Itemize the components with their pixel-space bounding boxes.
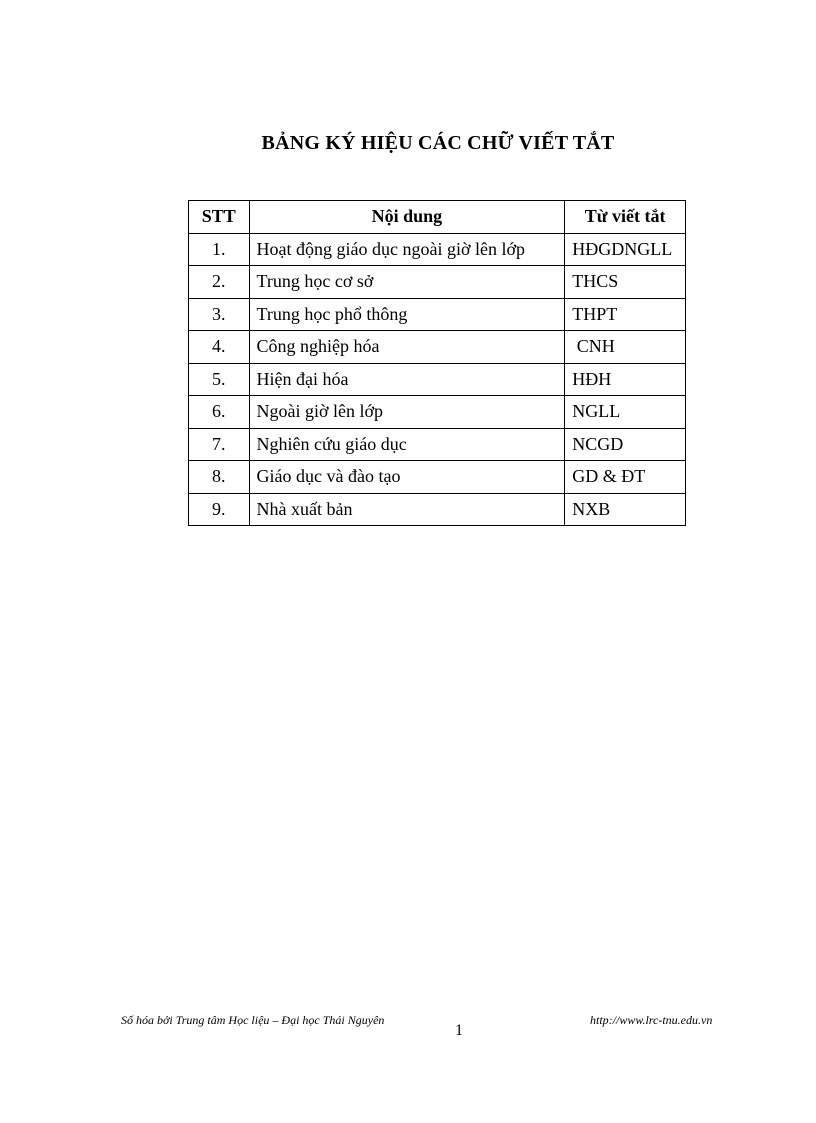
cell-stt: 4. [189,331,250,364]
table-row [189,428,686,461]
cell-stt: 6. [189,396,250,429]
cell-content: Giáo dục và đào tạo [249,461,565,494]
table-row [189,266,686,299]
header-stt: STT [189,201,250,234]
cell-abbreviation: THPT [565,298,686,331]
table-row [189,331,686,364]
cell-stt: 2. [189,266,250,299]
cell-content: Nhà xuất bản [249,493,565,526]
cell-stt: 8. [189,461,250,494]
page-title: BẢNG KÝ HIỆU CÁC CHỮ VIẾT TẮT [261,132,615,154]
cell-content: Ngoài giờ lên lớp [249,396,565,429]
cell-abbreviation: HĐGDNGLL [565,233,686,266]
cell-stt: 1. [189,233,250,266]
page-number: 1 [455,1022,463,1039]
cell-content: Trung học phổ thông [249,298,565,331]
header-abbreviation: Từ viết tắt [565,201,686,234]
cell-abbreviation: CNH [565,331,686,364]
table-row [189,298,686,331]
cell-stt: 5. [189,363,250,396]
cell-abbreviation: THCS [565,266,686,299]
cell-content: Công nghiệp hóa [249,331,565,364]
cell-content: Hoạt động giáo dục ngoài giờ lên lớp [249,233,565,266]
table-row [189,363,686,396]
cell-abbreviation: NGLL [565,396,686,429]
cell-content: Hiện đại hóa [249,363,565,396]
cell-stt: 3. [189,298,250,331]
cell-abbreviation: NXB [565,493,686,526]
abbreviation-table [188,200,686,526]
table-row [189,396,686,429]
cell-content: Nghiên cứu giáo dục [249,428,565,461]
cell-content: Trung học cơ sở [249,266,565,299]
footer-url: http://www.lrc-tnu.edu.vn [590,1013,713,1027]
footer-source-text: Số hóa bởi Trung tâm Học liệu – Đại học Thái Nguyên [121,1013,385,1027]
cell-abbreviation: NCGD [565,428,686,461]
cell-abbreviation: GD & ĐT [565,461,686,494]
cell-stt: 7. [189,428,250,461]
cell-stt: 9. [189,493,250,526]
cell-abbreviation: HĐH [565,363,686,396]
table-row [189,461,686,494]
table-header-row [189,201,686,234]
table-row [189,233,686,266]
table-row [189,493,686,526]
header-content: Nội dung [249,201,565,234]
